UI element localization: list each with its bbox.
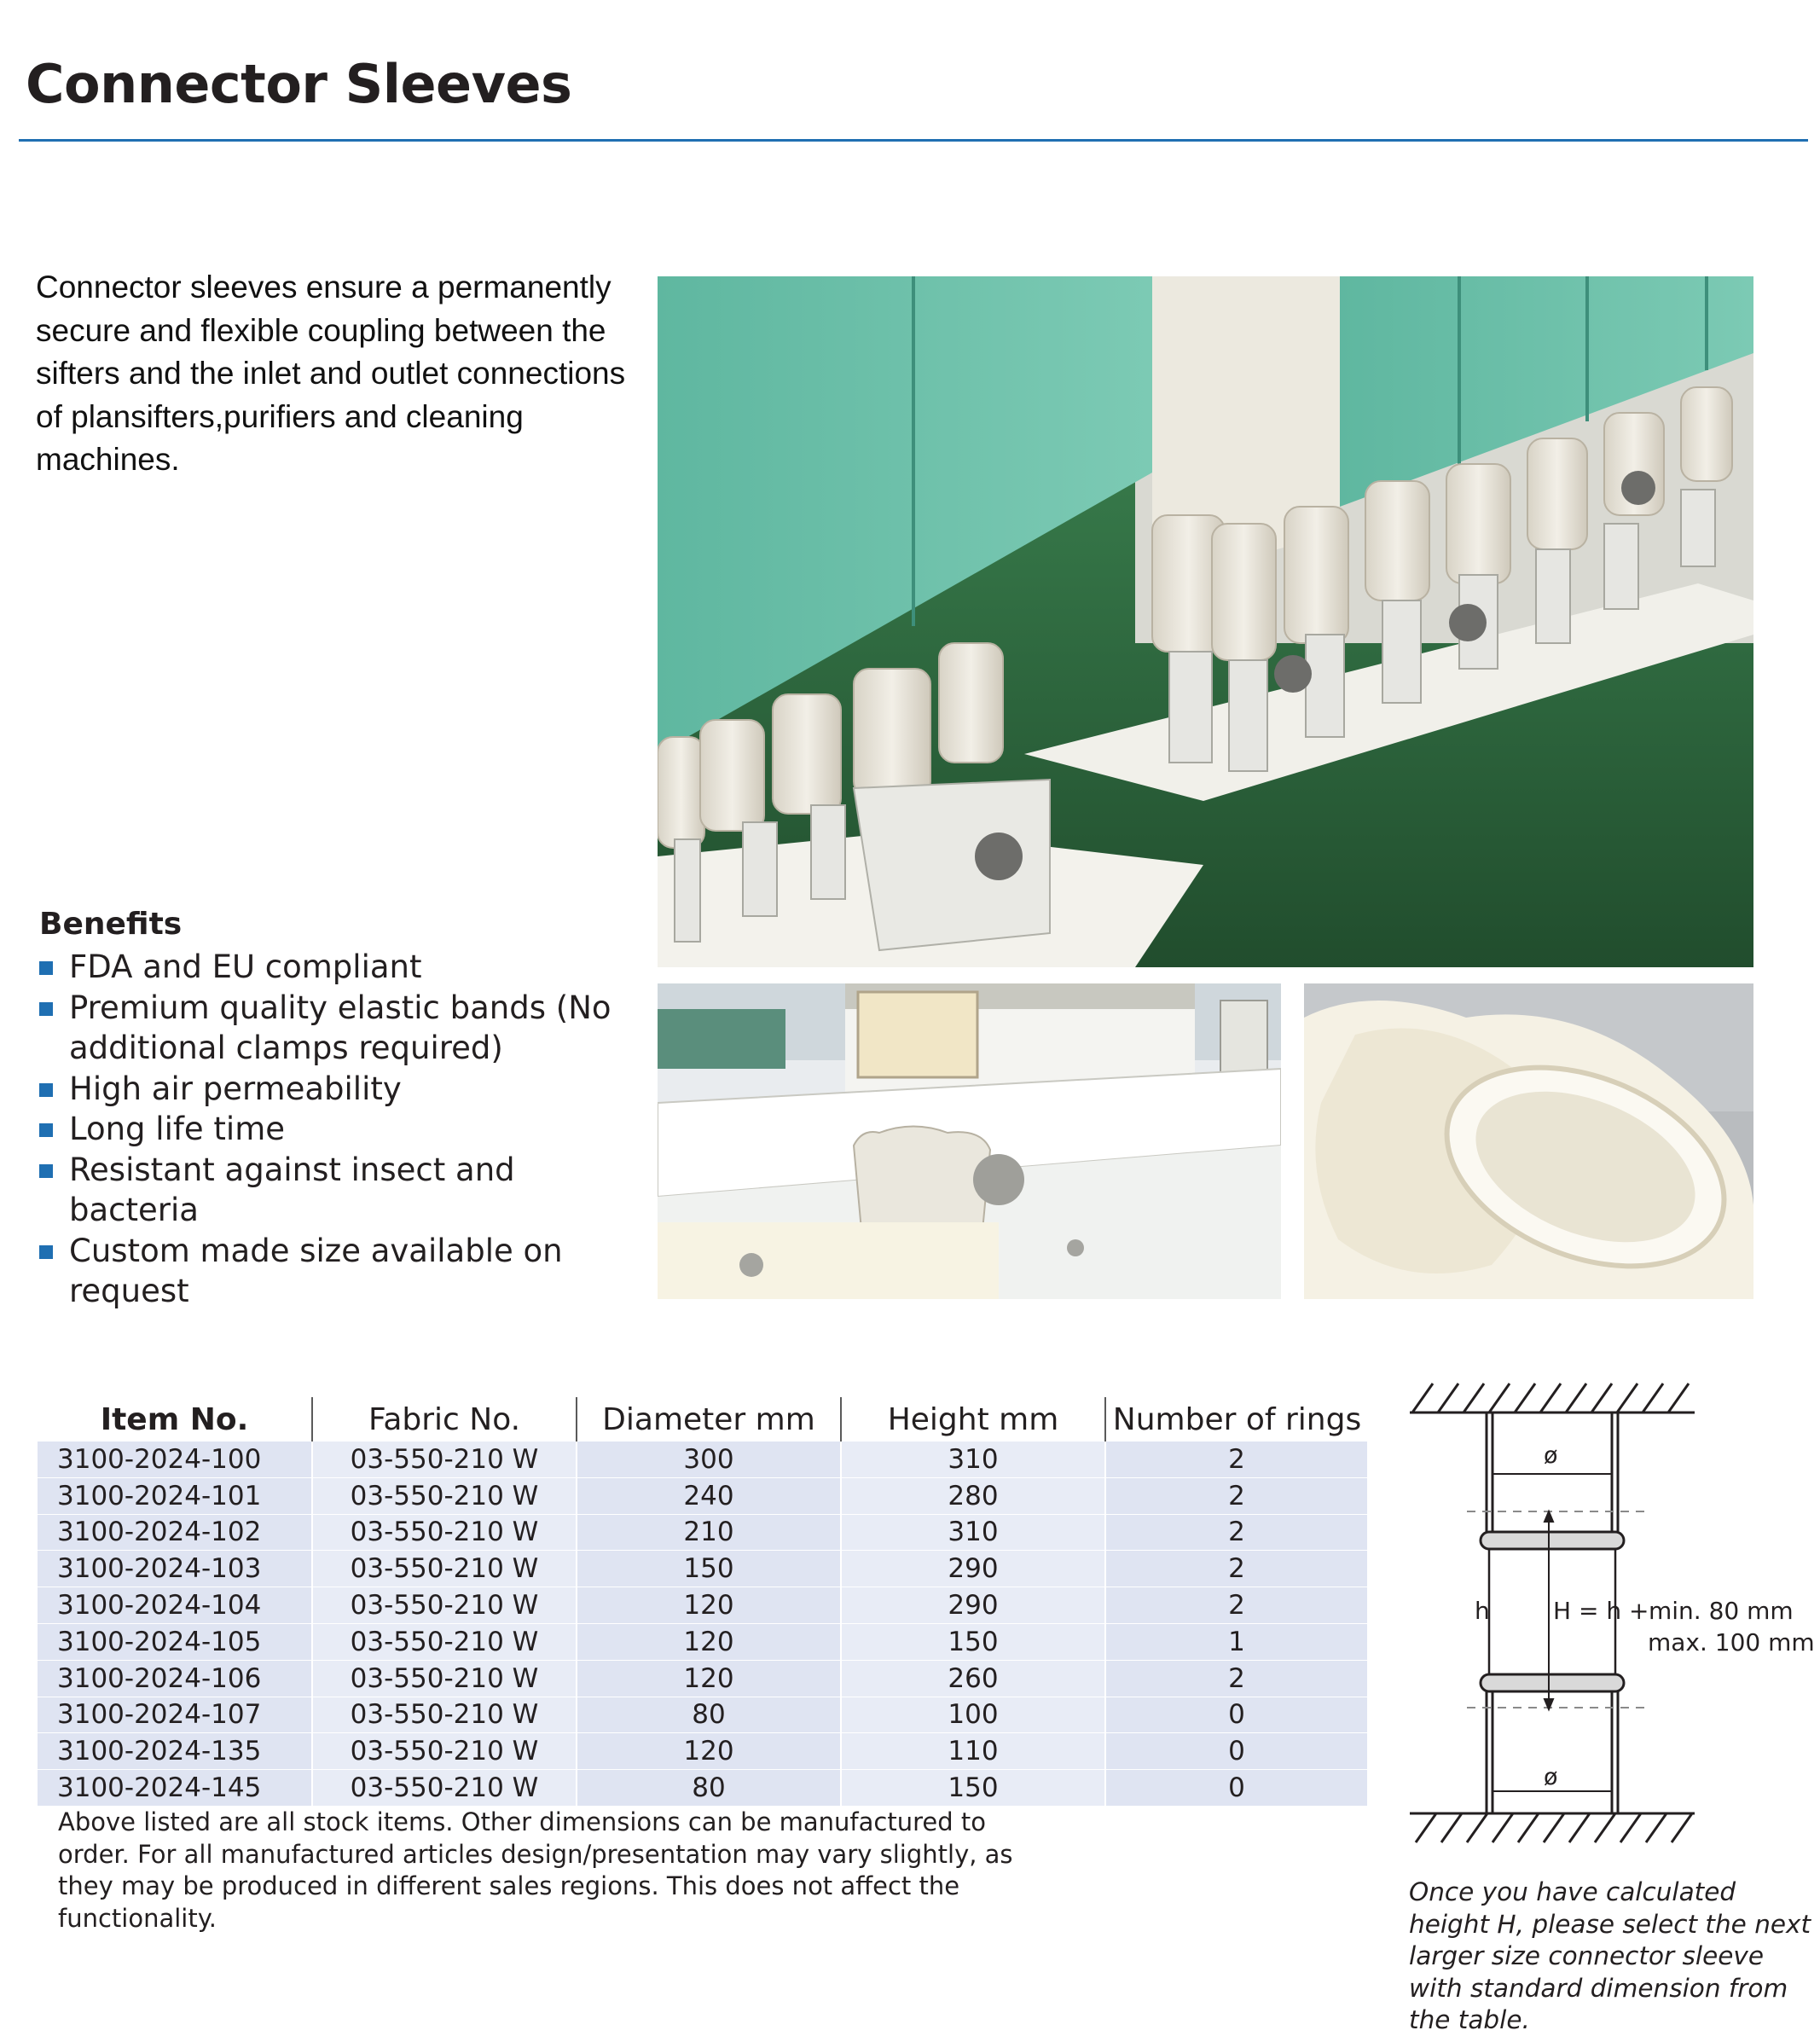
column-header-diameter: Diameter mm (577, 1397, 841, 1442)
height-max-label: max. 100 mm (1648, 1628, 1815, 1656)
square-bullet-icon (39, 1123, 53, 1137)
height-cell: 280 (841, 1477, 1105, 1514)
fabric-no-cell: 03-550-210 W (312, 1660, 577, 1697)
fabric-no-cell: 03-550-210 W (312, 1587, 577, 1624)
item-no-cell: 3100-2024-101 (38, 1477, 312, 1514)
fabric-no-cell: 03-550-210 W (312, 1733, 577, 1770)
diameter-cell: 240 (577, 1477, 841, 1514)
table-row (38, 1697, 1368, 1733)
benefits-list (39, 947, 628, 1312)
height-min-label: min. 80 mm (1649, 1597, 1794, 1625)
table-row (38, 1623, 1368, 1660)
height-formula-label: H = h + (1553, 1597, 1649, 1625)
height-cell: 110 (841, 1733, 1105, 1770)
diameter-cell: 80 (577, 1697, 841, 1733)
diameter-cell: 120 (577, 1660, 841, 1697)
item-no-cell: 3100-2024-135 (38, 1733, 312, 1770)
rings-cell: 1 (1105, 1623, 1368, 1660)
table-row (38, 1514, 1368, 1551)
table-row (38, 1477, 1368, 1514)
sleeve-under-machine-photo (658, 983, 1281, 1299)
item-no-cell: 3100-2024-106 (38, 1660, 312, 1697)
benefit-item: High air permeability (39, 1069, 628, 1110)
rings-cell: 2 (1105, 1442, 1368, 1477)
item-no-cell: 3100-2024-104 (38, 1587, 312, 1624)
fabric-no-cell: 03-550-210 W (312, 1770, 577, 1807)
diameter-cell: 150 (577, 1551, 841, 1587)
table-row (38, 1660, 1368, 1697)
height-cell: 150 (841, 1770, 1105, 1807)
benefit-item: Long life time (39, 1109, 628, 1150)
rings-cell: 0 (1105, 1770, 1368, 1807)
rings-cell: 0 (1105, 1733, 1368, 1770)
fabric-no-cell: 03-550-210 W (312, 1551, 577, 1587)
fabric-no-cell: 03-550-210 W (312, 1697, 577, 1733)
square-bullet-icon (39, 1164, 53, 1178)
height-cell: 310 (841, 1514, 1105, 1551)
table-row (38, 1733, 1368, 1770)
item-no-cell: 3100-2024-105 (38, 1623, 312, 1660)
height-cell: 290 (841, 1551, 1105, 1587)
stock-items-note: Above listed are all stock items. Other dimensions can be manufactured to order. For all manufactured articles design/presentation may vary slightly, as they may be produced in different sales regions. This does not affect the functionality. (58, 1807, 1013, 1933)
diameter-label-top: ø (1544, 1442, 1558, 1469)
sleeve-dimension-diagram (1399, 1365, 1820, 1881)
benefit-item: FDA and EU compliant (39, 947, 628, 988)
column-header-fabric-no: Fabric No. (312, 1397, 577, 1442)
table-row (38, 1551, 1368, 1587)
diameter-cell: 120 (577, 1623, 841, 1660)
table-row (38, 1770, 1368, 1807)
square-bullet-icon (39, 961, 53, 975)
sleeve-height-label: h (1475, 1597, 1490, 1625)
upper-sleeve-ring (1481, 1532, 1624, 1549)
diameter-cell: 300 (577, 1442, 841, 1477)
item-no-cell: 3100-2024-145 (38, 1770, 312, 1807)
rings-cell: 0 (1105, 1697, 1368, 1733)
rings-cell: 2 (1105, 1660, 1368, 1697)
table-header-row (38, 1397, 1368, 1442)
rings-cell: 2 (1105, 1514, 1368, 1551)
intro-paragraph: Connector sleeves ensure a permanently secure and flexible coupling between the sifters and the inlet and outlet connections of plansifters,purifiers and cleaning machines. (36, 270, 626, 477)
lower-sleeve-ring (1481, 1674, 1624, 1691)
benefits-heading: Benefits (39, 907, 183, 942)
fabric-no-cell: 03-550-210 W (312, 1477, 577, 1514)
diagram-caption: Once you have calculated height H, please select the next larger size connector sleeve with standard dimension from the table. (1409, 1877, 1811, 2034)
specification-table (38, 1397, 1369, 1807)
fabric-no-cell: 03-550-210 W (312, 1442, 577, 1477)
benefit-item: Resistant against insect and bacteria (39, 1150, 628, 1231)
plansifter-installation-photo (658, 276, 1753, 967)
fabric-no-cell: 03-550-210 W (312, 1623, 577, 1660)
diameter-cell: 120 (577, 1733, 841, 1770)
fabric-no-cell: 03-550-210 W (312, 1514, 577, 1551)
height-cell: 260 (841, 1660, 1105, 1697)
column-header-rings: Number of rings (1105, 1397, 1368, 1442)
column-header-height: Height mm (841, 1397, 1105, 1442)
height-cell: 310 (841, 1442, 1105, 1477)
item-no-cell: 3100-2024-107 (38, 1697, 312, 1733)
diameter-cell: 120 (577, 1587, 841, 1624)
rings-cell: 2 (1105, 1551, 1368, 1587)
diameter-cell: 210 (577, 1514, 841, 1551)
rings-cell: 2 (1105, 1587, 1368, 1624)
upper-pipe (1487, 1413, 1618, 1533)
item-no-cell: 3100-2024-100 (38, 1442, 312, 1477)
page-title: Connector Sleeves (26, 53, 572, 115)
sleeve-closeup-photo (1304, 983, 1753, 1299)
title-divider (19, 139, 1808, 142)
floor-hatch (1410, 1813, 1695, 1842)
square-bullet-icon (39, 1245, 53, 1259)
rings-cell: 2 (1105, 1477, 1368, 1514)
diameter-label-bottom: ø (1544, 1764, 1558, 1790)
benefit-item: Premium quality elastic bands (No additional clamps required) (39, 988, 628, 1069)
height-cell: 100 (841, 1697, 1105, 1733)
table-row (38, 1587, 1368, 1624)
table-row (38, 1442, 1368, 1477)
square-bullet-icon (39, 1083, 53, 1097)
ceiling-hatch (1410, 1384, 1695, 1413)
diameter-cell: 80 (577, 1770, 841, 1807)
item-no-cell: 3100-2024-102 (38, 1514, 312, 1551)
height-cell: 150 (841, 1623, 1105, 1660)
column-header-item-no: Item No. (38, 1397, 312, 1442)
height-cell: 290 (841, 1587, 1105, 1624)
square-bullet-icon (39, 1002, 53, 1016)
item-no-cell: 3100-2024-103 (38, 1551, 312, 1587)
benefit-item: Custom made size available on request (39, 1231, 628, 1312)
